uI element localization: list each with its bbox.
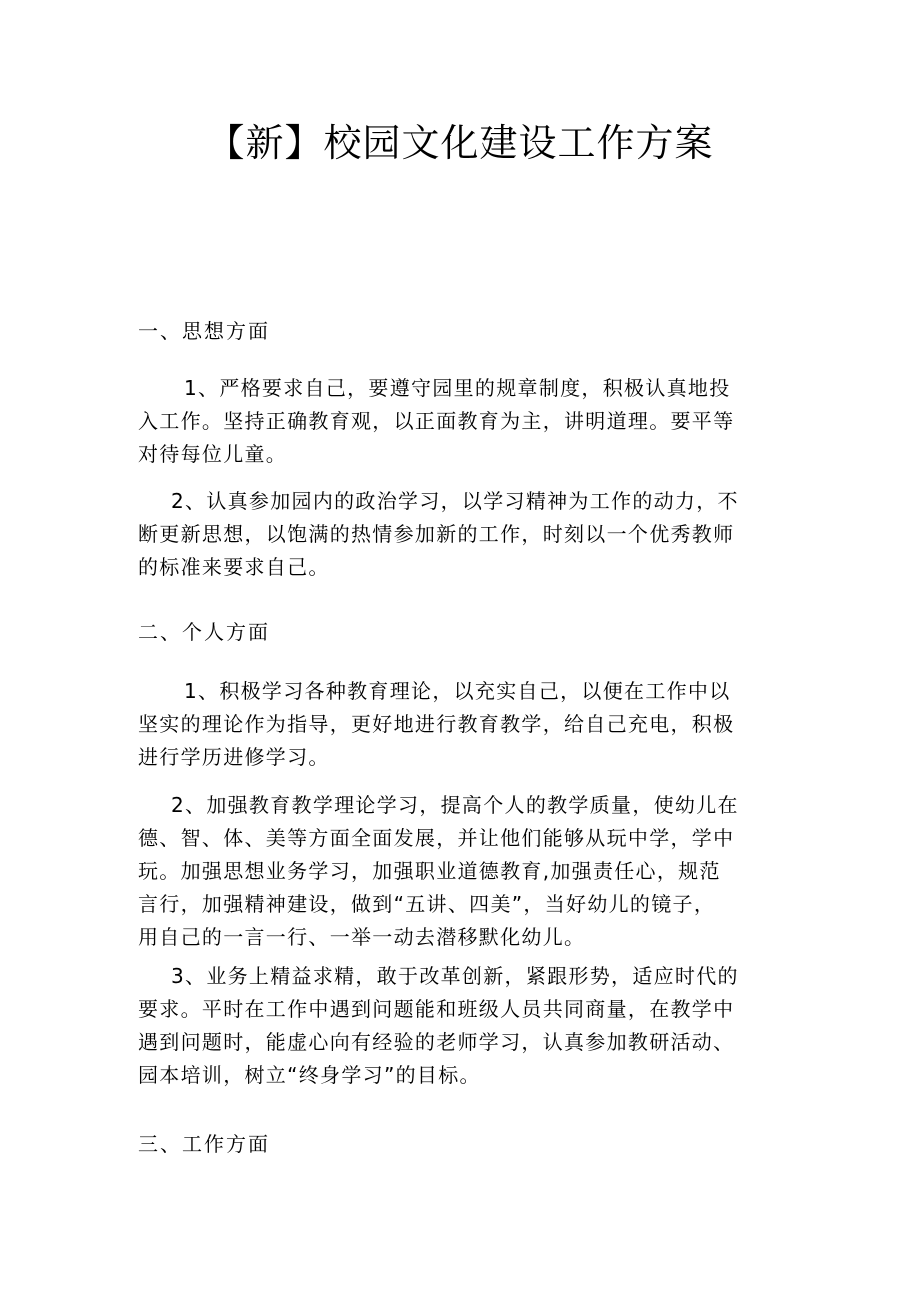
paragraph-personal-3 xyxy=(138,960,798,1092)
paragraph-line: 1、积极学习各种教育理论，以充实自己，以便在工作中以 xyxy=(184,679,731,703)
paragraph-line: 2、认真参加园内的政治学习，以学习精神为工作的动力，不 xyxy=(171,489,739,513)
document-title: 【新】校园文化建设工作方案 xyxy=(206,121,714,165)
paragraph-line: 坚实的理论作为指导，更好地进行教育教学，给自己充电，积极 xyxy=(138,712,735,736)
paragraph-line: 玩。加强思想业务学习，加强职业道德教育,加强责任心，规范 xyxy=(138,859,721,883)
paragraph-line: 言行，加强精神建设，做到“五讲、四美”，当好幼儿的镜子， xyxy=(138,892,716,916)
paragraph-line: 2、加强教育教学理论学习，提高个人的教学质量，使幼儿在 xyxy=(171,793,739,817)
section-heading-work: 三、工作方面 xyxy=(138,1132,270,1156)
section-heading-thought: 一、思想方面 xyxy=(138,319,270,343)
paragraph-thought-2 xyxy=(138,485,798,584)
paragraph-line: 要求。平时在工作中遇到问题能和班级人员共同商量，在教学中 xyxy=(138,997,735,1021)
paragraph-line: 对待每位儿童。 xyxy=(138,442,288,466)
paragraph-line: 3、业务上精益求精，敢于改革创新，紧跟形势，适应时代的 xyxy=(171,964,739,988)
paragraph-personal-1 xyxy=(138,675,798,774)
paragraph-line: 断更新思想，以饱满的热情参加新的工作，时刻以一个优秀教师 xyxy=(138,522,735,546)
paragraph-line: 进行学历进修学习。 xyxy=(138,745,330,769)
paragraph-personal-2 xyxy=(138,789,798,954)
section-heading-personal: 二、个人方面 xyxy=(138,620,270,644)
paragraph-line: 入工作。坚持正确教育观，以正面教育为主，讲明道理。要平等 xyxy=(138,409,735,433)
paragraph-line: 用自己的一言一行、一举一动去潜移默化幼儿。 xyxy=(138,925,586,949)
paragraph-line: 德、智、体、美等方面全面发展，并让他们能够从玩中学，学中 xyxy=(138,826,735,850)
paragraph-line: 遇到问题时，能虚心向有经验的老师学习，认真参加教研活动、 xyxy=(138,1030,735,1054)
paragraph-line: 的标准来要求自己。 xyxy=(138,555,330,579)
paragraph-thought-1 xyxy=(138,372,798,471)
paragraph-line: 园本培训，树立“终身学习”的目标。 xyxy=(138,1063,481,1087)
paragraph-line: 1、严格要求自己，要遵守园里的规章制度，积极认真地投 xyxy=(184,376,731,400)
